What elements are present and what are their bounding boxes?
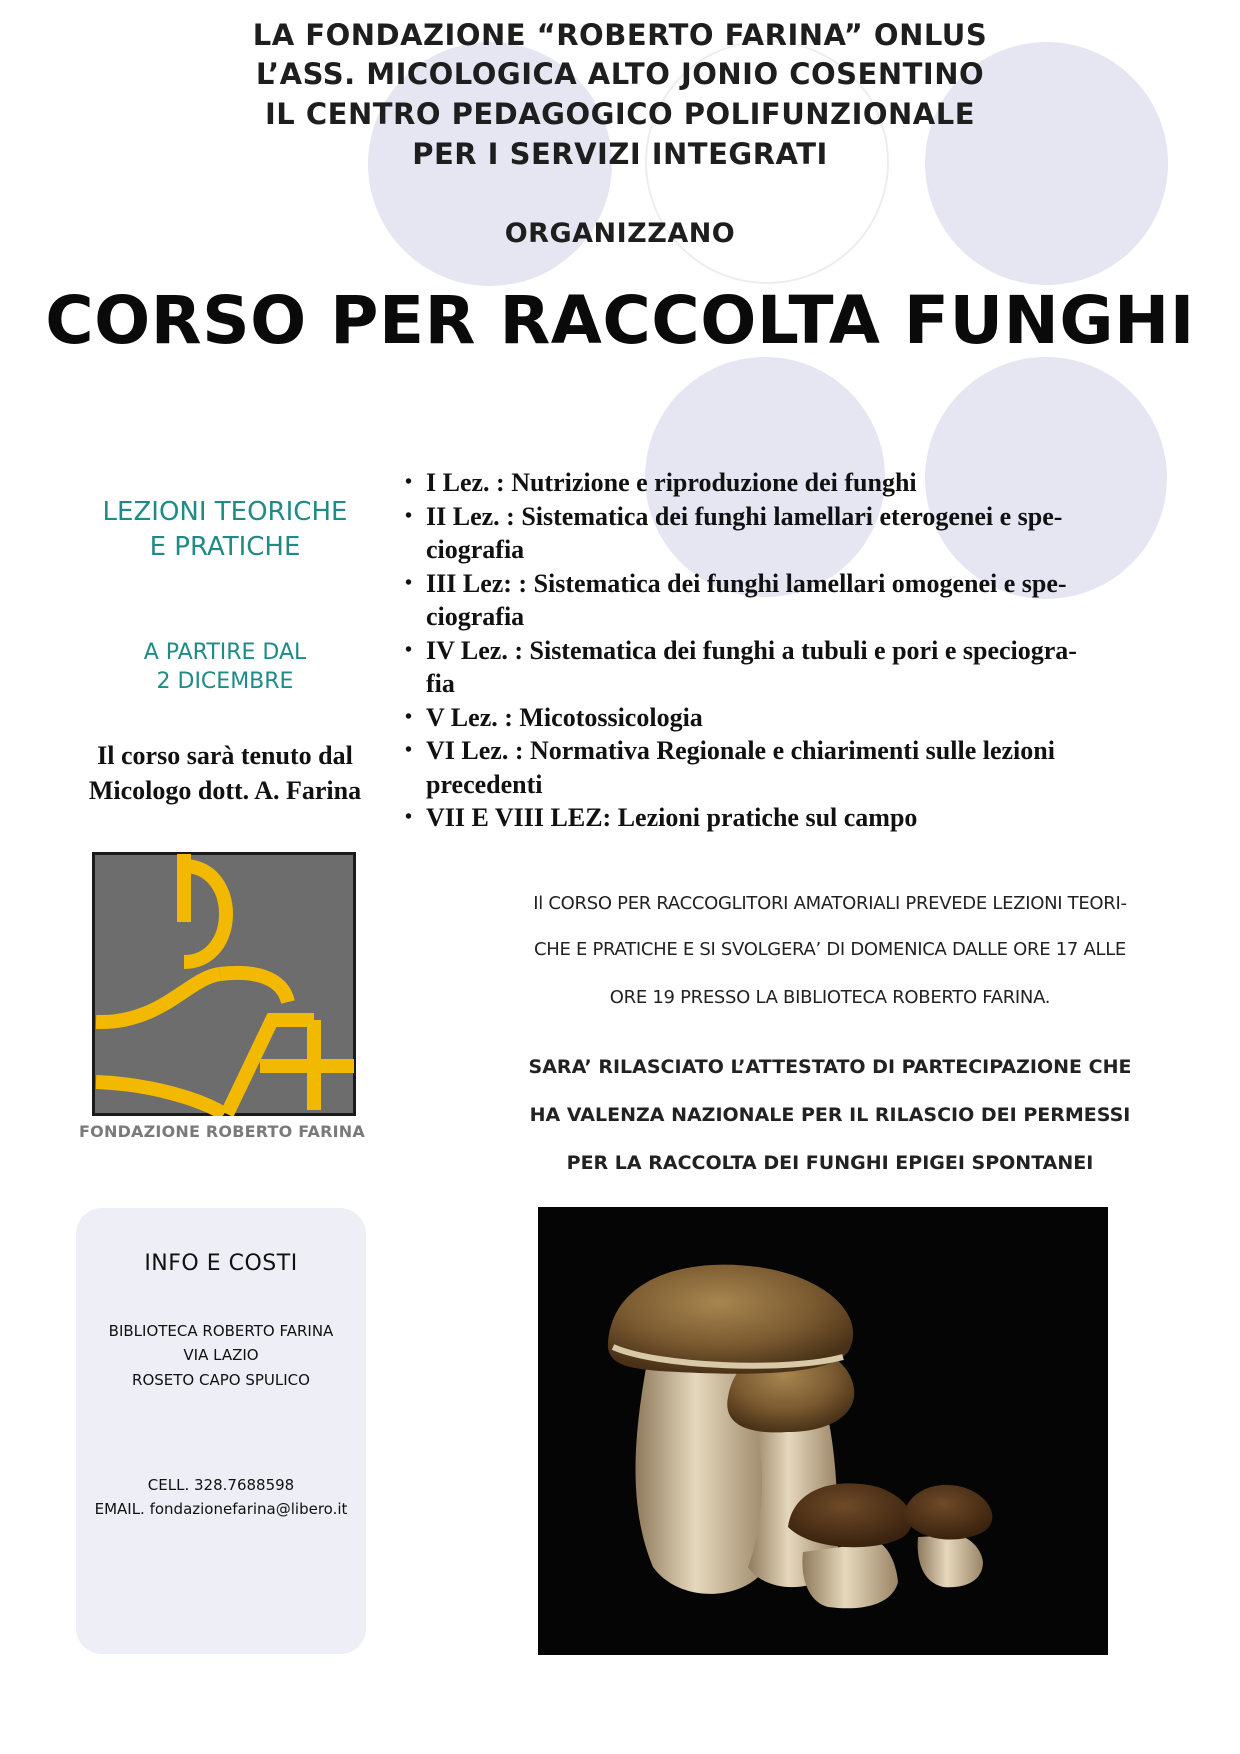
info-email: EMAIL. fondazionefarina@libero.it bbox=[94, 1500, 348, 1518]
info-address-line-3: ROSETO CAPO SPULICO bbox=[132, 1371, 310, 1389]
lesson-item: • VII E VIII LEZ: Lezioni pratiche sul campo bbox=[405, 801, 1175, 835]
page-title: CORSO PER RACCOLTA FUNGHI bbox=[45, 282, 1195, 359]
start-date-line-2: 2 DICEMBRE bbox=[156, 669, 294, 694]
header-line-2: L’ASS. MICOLOGICA ALTO JONIO COSENTINO bbox=[255, 57, 985, 91]
info-address-line-1: BIBLIOTECA ROBERTO FARINA bbox=[108, 1322, 334, 1340]
instructor-label bbox=[55, 738, 395, 808]
lesson-item: • V Lez. : Micotossicologia bbox=[405, 701, 1175, 735]
header-line-3: IL CENTRO PEDAGOGICO POLIFUNZIONALE bbox=[264, 97, 976, 131]
header-line-4: PER I SERVIZI INTEGRATI bbox=[412, 137, 828, 171]
bullet-icon: • bbox=[405, 571, 413, 594]
bullet-icon: • bbox=[405, 638, 413, 661]
lezioni-label bbox=[60, 495, 390, 565]
mushroom-photo bbox=[538, 1207, 1108, 1655]
foundation-logo bbox=[92, 852, 356, 1116]
lesson-item: • I Lez. : Nutrizione e riproduzione dei funghi bbox=[405, 466, 1175, 500]
info-box bbox=[76, 1208, 366, 1654]
bullet-icon: • bbox=[405, 739, 413, 761]
start-date-line-1: A PARTIRE DAL bbox=[143, 640, 307, 665]
info-phone: CELL. 328.7688598 bbox=[147, 1476, 295, 1494]
course-description-line-3: ORE 19 PRESSO LA BIBLIOTECA ROBERTO FARINA. bbox=[609, 987, 1051, 1008]
lezioni-line-2: E PRATICHE bbox=[149, 532, 301, 562]
lesson-item: • IV Lez. : Sistematica dei funghi a tubuli e pori e speciogra- fia bbox=[405, 635, 1077, 698]
certificate-line-3: PER LA RACCOLTA DEI FUNGHI EPIGEI SPONTANEI bbox=[566, 1152, 1094, 1174]
organizzano-label: ORGANIZZANO bbox=[504, 218, 736, 249]
instructor-line-1: Il corso sarà tenuto dal bbox=[97, 741, 353, 770]
bullet-icon: • bbox=[405, 471, 413, 493]
header-line-1: LA FONDAZIONE “ROBERTO FARINA” ONLUS bbox=[252, 18, 988, 52]
lessons-list bbox=[405, 466, 1175, 835]
lezioni-line-1: LEZIONI TEORICHE bbox=[102, 497, 348, 527]
course-description-line-2: CHE E PRATICHE E SI SVOLGERA’ DI DOMENICA DALLE ORE 17 ALLE bbox=[533, 939, 1126, 960]
info-address-line-2: VIA LAZIO bbox=[183, 1346, 259, 1364]
certificate-line-1: SARA’ RILASCIATO L’ATTESTATO DI PARTECIPAZIONE CHE bbox=[528, 1056, 1132, 1078]
rf-logo-icon bbox=[92, 852, 356, 1116]
logo-caption: FONDAZIONE ROBERTO FARINA bbox=[79, 1122, 365, 1141]
info-title: INFO E COSTI bbox=[144, 1251, 298, 1276]
certificate-line-2: HA VALENZA NAZIONALE PER IL RILASCIO DEI PERMESSI bbox=[529, 1104, 1131, 1126]
lesson-item: • II Lez. : Sistematica dei funghi lamellari eterogenei e spe- ciografia bbox=[405, 501, 1063, 564]
bullet-icon: • bbox=[405, 705, 413, 728]
instructor-line-2: Micologo dott. A. Farina bbox=[88, 776, 362, 805]
bullet-icon: • bbox=[405, 806, 413, 828]
lesson-item: • III Lez: : Sistematica dei funghi lamellari omogenei e spe- ciografia bbox=[405, 568, 1067, 631]
start-date-label bbox=[60, 638, 390, 696]
bullet-icon: • bbox=[405, 504, 413, 527]
course-description-line-1: Il CORSO PER RACCOGLITORI AMATORIALI PREVEDE LEZIONI TEORI- bbox=[533, 893, 1127, 914]
mushroom-icon bbox=[538, 1207, 1108, 1655]
lesson-item: • VI Lez. : Normativa Regionale e chiarimenti sulle lezioni precedenti bbox=[405, 736, 1055, 799]
